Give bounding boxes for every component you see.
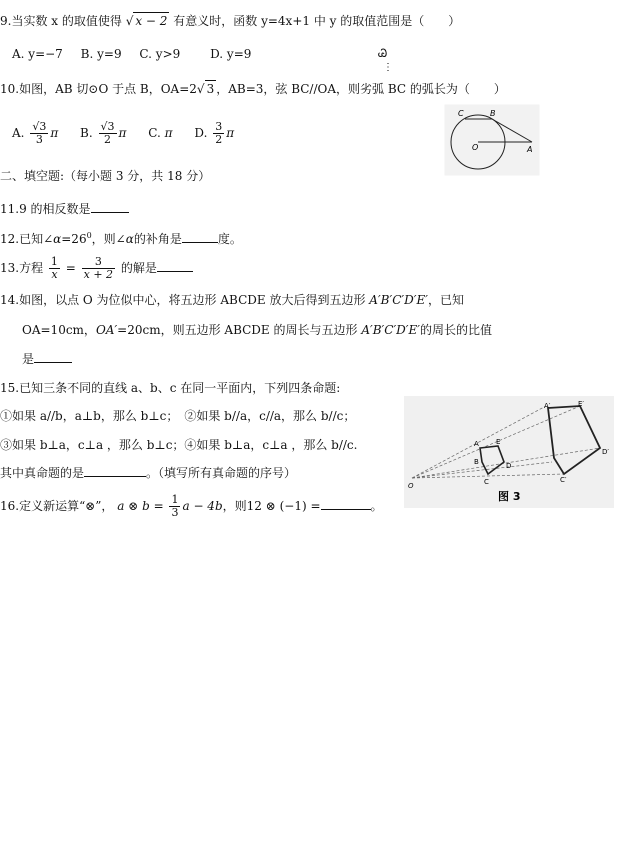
q14-oa-prime: OA′ bbox=[95, 323, 118, 337]
q10-d-frac bbox=[213, 121, 224, 146]
q10-d-num: 3 bbox=[215, 120, 223, 133]
q16-text-b: ，则 bbox=[222, 499, 247, 513]
q16-frac bbox=[169, 494, 180, 519]
q10-label-a: A bbox=[527, 145, 533, 154]
q16-f-den: 3 bbox=[171, 506, 179, 519]
q10-option-d bbox=[194, 120, 235, 146]
q9-sqrt: √ x − 2 bbox=[125, 14, 168, 28]
q16-expr-2: 12 ⊗ (−1) = bbox=[246, 499, 321, 513]
q10-text-b: ，AB=3，弦 BC//OA，则劣弧 BC 的弧长为（ ） bbox=[216, 82, 506, 96]
q10-option-c bbox=[148, 126, 176, 140]
q12-text-c: ，则∠ bbox=[91, 232, 126, 246]
q13-frac-1 bbox=[49, 256, 60, 281]
q15-answer-blank[interactable] bbox=[84, 464, 146, 477]
q10-option-b bbox=[80, 120, 130, 146]
q10-c-letter: C. bbox=[148, 126, 161, 140]
question-16 bbox=[0, 490, 383, 522]
question-15-line-2: ③如果 b⊥a，c⊥a ，那么 b⊥c；④如果 b⊥a，c⊥a ，那么 b//c. bbox=[0, 438, 358, 452]
q12-text-d: 的补角是 bbox=[133, 232, 182, 246]
q12-answer-blank[interactable] bbox=[182, 230, 218, 243]
q10-label-c: C bbox=[458, 109, 464, 118]
q14-prime-shape: A′B′C′D′E′ bbox=[369, 293, 428, 307]
q14-text-3: 是 bbox=[22, 352, 35, 366]
q10-label-o: O bbox=[472, 143, 479, 152]
q10-label-b: B bbox=[490, 109, 496, 118]
q13-f2-num: 3 bbox=[82, 256, 115, 269]
label-a: A bbox=[474, 440, 479, 448]
q13-text-a: 13.方程 bbox=[0, 261, 44, 275]
q14-text-2b: =20cm，则五边形 ABCDE 的周长与五边形 bbox=[117, 323, 358, 337]
label-e: E bbox=[496, 438, 501, 446]
label-a-prime: A′ bbox=[544, 402, 551, 410]
figure-3-pentagons bbox=[404, 396, 614, 508]
q12-text-b: =26 bbox=[61, 232, 87, 246]
q12-alpha-2: α bbox=[125, 232, 134, 246]
q10-d-den: 2 bbox=[215, 133, 223, 146]
label-b: B bbox=[474, 458, 479, 466]
q14-text-2a: OA=10cm， bbox=[22, 323, 96, 337]
q9-text: 9.当实数 x 的取值使得 bbox=[0, 14, 122, 28]
q9-option-d: D. y=9 bbox=[210, 47, 252, 61]
section-2-title: 二、填空题:（每小题 3 分，共 18 分） bbox=[0, 169, 211, 183]
q10-sqrt: √ 3 bbox=[196, 82, 215, 96]
q9-text-suffix: 有意义时，函数 y=4x+1 中 y 的取值范围是（ ） bbox=[173, 14, 461, 28]
question-15-line-1: ①如果 a//b，a⊥b，那么 b⊥c； ②如果 b//a，c//a，那么 b//c； bbox=[0, 409, 356, 423]
figure-3-caption: 图 3 bbox=[498, 490, 521, 503]
question-14-line-3 bbox=[22, 350, 72, 367]
q13-f1-den: x bbox=[51, 268, 58, 281]
q16-expr-left: a ⊗ b = bbox=[117, 499, 164, 513]
q9-option-a: A. y=−7 bbox=[12, 47, 63, 61]
q10-text-a: 10.如图，AB 切⊙O 于点 B，OA=2 bbox=[0, 82, 197, 96]
q15-text-b: 。（填写所有真命题的序号） bbox=[146, 466, 297, 480]
q10-radical: 3 bbox=[206, 82, 215, 96]
q10-circle-figure bbox=[444, 104, 540, 176]
q12-alpha: α bbox=[53, 232, 62, 246]
label-d-prime: D′ bbox=[602, 448, 609, 456]
question-12 bbox=[0, 228, 242, 247]
q10-b-frac bbox=[99, 121, 117, 146]
q10-d-pi: π bbox=[226, 126, 235, 140]
q14-text-1b: ，已知 bbox=[427, 293, 464, 307]
question-11 bbox=[0, 200, 129, 217]
label-e-prime: E′ bbox=[578, 400, 585, 408]
question-14-line-1 bbox=[0, 292, 464, 308]
q13-frac-2 bbox=[82, 256, 115, 281]
label-c: C bbox=[484, 478, 489, 486]
q14-answer-blank[interactable] bbox=[34, 350, 72, 363]
q10-d-letter: D. bbox=[194, 126, 208, 140]
q10-a-frac bbox=[30, 121, 48, 146]
q14-prime-shape-2: A′B′C′D′E′ bbox=[361, 323, 420, 337]
q16-expr-right: a − 4b bbox=[182, 499, 223, 513]
question-14-line-2 bbox=[22, 322, 492, 338]
q11-text: 11.9 的相反数是 bbox=[0, 202, 91, 216]
q10-a-den: 3 bbox=[35, 133, 43, 146]
question-10 bbox=[0, 80, 506, 97]
q14-text-1a: 14.如图，以点 O 为位似中心，将五边形 ABCDE 放大后得到五边形 bbox=[0, 293, 366, 307]
q16-answer-blank[interactable] bbox=[321, 497, 371, 510]
question-13 bbox=[0, 252, 193, 284]
stray-dots: ⋮ bbox=[383, 62, 393, 73]
q15-text-a: 其中真命题的是 bbox=[0, 466, 85, 480]
q14-text-2c: 的周长的比值 bbox=[420, 323, 493, 337]
q13-f1-num: 1 bbox=[50, 255, 58, 268]
q16-f-num: 1 bbox=[171, 493, 179, 506]
q10-b-pi: π bbox=[118, 126, 127, 140]
q10-a-num: √3 bbox=[32, 120, 47, 133]
q10-option-a bbox=[12, 120, 62, 146]
q9-radicand: x − 2 bbox=[135, 14, 168, 28]
q9-option-b: B. y=9 bbox=[80, 47, 122, 61]
q13-text-b: 的解是 bbox=[120, 261, 157, 275]
label-o: O bbox=[408, 482, 414, 490]
q16-text-c: 。 bbox=[370, 499, 383, 513]
q12-text-e: 度。 bbox=[217, 232, 242, 246]
question-15-stem: 15.已知三条不同的直线 a、b、c 在同一平面内，下列四条命题: bbox=[0, 381, 341, 395]
q12-text-a: 12.已知∠ bbox=[0, 232, 54, 246]
q12-degree: 0 bbox=[86, 231, 92, 240]
q13-equals: = bbox=[65, 261, 76, 275]
label-c-prime: C′ bbox=[560, 476, 567, 484]
q13-f2-den: x + 2 bbox=[83, 268, 114, 281]
label-d: D bbox=[506, 462, 512, 470]
q10-a-pi: π bbox=[50, 126, 59, 140]
q10-b-num: √3 bbox=[100, 120, 115, 133]
question-9 bbox=[0, 12, 460, 29]
q10-b-letter: B. bbox=[80, 126, 93, 140]
q16-text-a: 16.定义新运算“⊗”， bbox=[0, 499, 114, 513]
q10-c-pi: π bbox=[164, 126, 173, 140]
stray-mark: Ꮚ bbox=[378, 47, 388, 60]
q10-options bbox=[12, 118, 234, 148]
q10-a-letter: A. bbox=[12, 126, 25, 140]
q9-options bbox=[12, 46, 265, 62]
q10-b-den: 2 bbox=[104, 133, 112, 146]
question-15-line-3 bbox=[0, 464, 296, 481]
q9-option-c: C. y>9 bbox=[139, 47, 181, 61]
q11-answer-blank[interactable] bbox=[91, 200, 129, 213]
q13-answer-blank[interactable] bbox=[157, 259, 193, 272]
